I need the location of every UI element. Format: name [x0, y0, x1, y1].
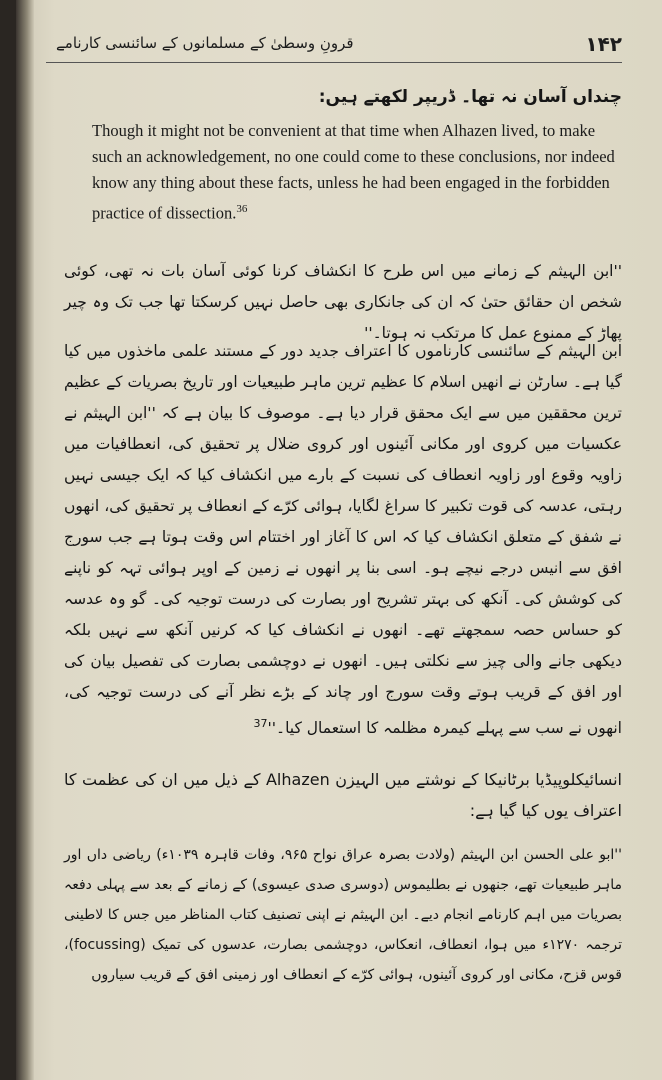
paragraph-1	[64, 336, 622, 744]
book-page	[16, 0, 662, 1080]
paragraph-1-text: ابن الہیثم کے سائنسی کارناموں کا اعتراف جدید دور کے مستند علمی ماخذوں میں کیا گیا ہے۔ سارٹن نے انھیں اسلام کا عظیم ترین ماہر طبیعیات اور تاریخ بصریات کے عظیم ترین محققین میں سے ایک محقق قرار دیا ہے۔ موصوف کا بیان ہے کہ ''ابن الہیثم نے عکسیات میں کروی اور مکانی آئینوں اور کروی ضلال پر تحقیق کی، انعطافیات میں زاویہ وقوع اور زاویہ انعطاف کی نسبت کے بارے میں انکشاف کیا کہ ایک جیسی نہیں رہتی، عدسہ کی قوت تکبیر کا سراغ لگایا، ہوائی کرّے کے انعطاف پر تحقیق کی، انھوں نے شفق کے متعلق انکشاف کیا کہ اس کا آغاز اور اختتام اس وقت ہوتا ہے جب سورج افق سے انیس درجے نیچے ہو۔ اسی بنا پر انھوں نے زمین کے اوپر ہوائی تہہ کو ناپنے کی کوشش کی۔ آنکھ کی بہتر تشریح اور بصارت کی درست توجیہ کی۔ گو وہ عدسہ کو حساس حصہ سمجھتے تھے۔ انھوں نے انکشاف کیا کہ کرنیں آنکھ سے نہیں بلکہ دیکھی جانے والی چیز سے نکلتی ہیں۔ انھوں نے دوچشمی بصارت کی تفصیل بیان کی اور افق کے قریب ہوتے وقت سورج اور چاند کے بڑے نظر آنے کی درست توجیہ کی، انھوں نے سب سے پہلے کیمرہ مظلمہ کا استعمال کیا۔''	[64, 342, 622, 738]
running-title: قرونِ وسطیٰ کے مسلمانوں کے سائنسی کارنامے	[56, 34, 354, 52]
page-header	[46, 32, 622, 63]
intro-line: چنداں آسان نہ تھا۔ ڈریپر لکھتے ہیں:	[318, 87, 622, 107]
paragraph-2: انسائیکلوپیڈیا برٹانیکا کے نوشتے میں الہیزن Alhazen کے ذیل میں ان کی عظمت کا اعتراف یوں کیا گیا ہے:	[64, 770, 622, 820]
english-quote-text: Though it might not be convenient at that time when Alhazen lived, to make such an acknowledgement, no one could come to these conclusions, nor indeed know any thing about these facts, unless he had been engaged in the forbidden practice of dissection.	[92, 121, 615, 223]
english-quote	[92, 118, 620, 227]
urdu-translation: ''ابن الہیثم کے زمانے میں اس طرح کا انکشاف کرنا کوئی آسان بات نہ تھی، کوئی شخص ان حقائق حتیٰ کہ ان کی جانکاری بھی حاصل نہیں کرسکتا تھا جب تک وہ چیر پھاڑ کے ممنوع عمل کا مرتکب نہ ہوتا۔''	[64, 262, 622, 342]
britannica-quote: ''ابو علی الحسن ابن الہیثم (ولادت بصرہ عراق نواح ۹۶۵، وفات قاہرہ ۱۰۳۹ء) ریاضی داں اور ماہر طبیعیات تھے، جنھوں نے بطلیموس (دوسری صدی عیسوی) کے زمانے کے بعد سے پہلی دفعہ بصریات میں اہم کارنامے انجام دیے۔ ابن الہیثم نے اپنی تصنیف کتاب المناظر میں جس کا لاطینی ترجمہ ۱۲۷۰ء میں ہوا، انعطاف، انعکاس، دوچشمی بصارت، عدسوں کی تمیک (focussing)، قوس قزح، مکانی اور کروی آئینوں، ہوائی کرّے کے انعطاف اور زمینی افق کے قریب سیاروں	[64, 847, 623, 983]
footnote-marker-37: 37	[253, 717, 268, 730]
footnote-marker-36: 36	[236, 203, 248, 215]
book-spine	[16, 0, 34, 1080]
page-number: ۱۴۲	[585, 32, 622, 56]
